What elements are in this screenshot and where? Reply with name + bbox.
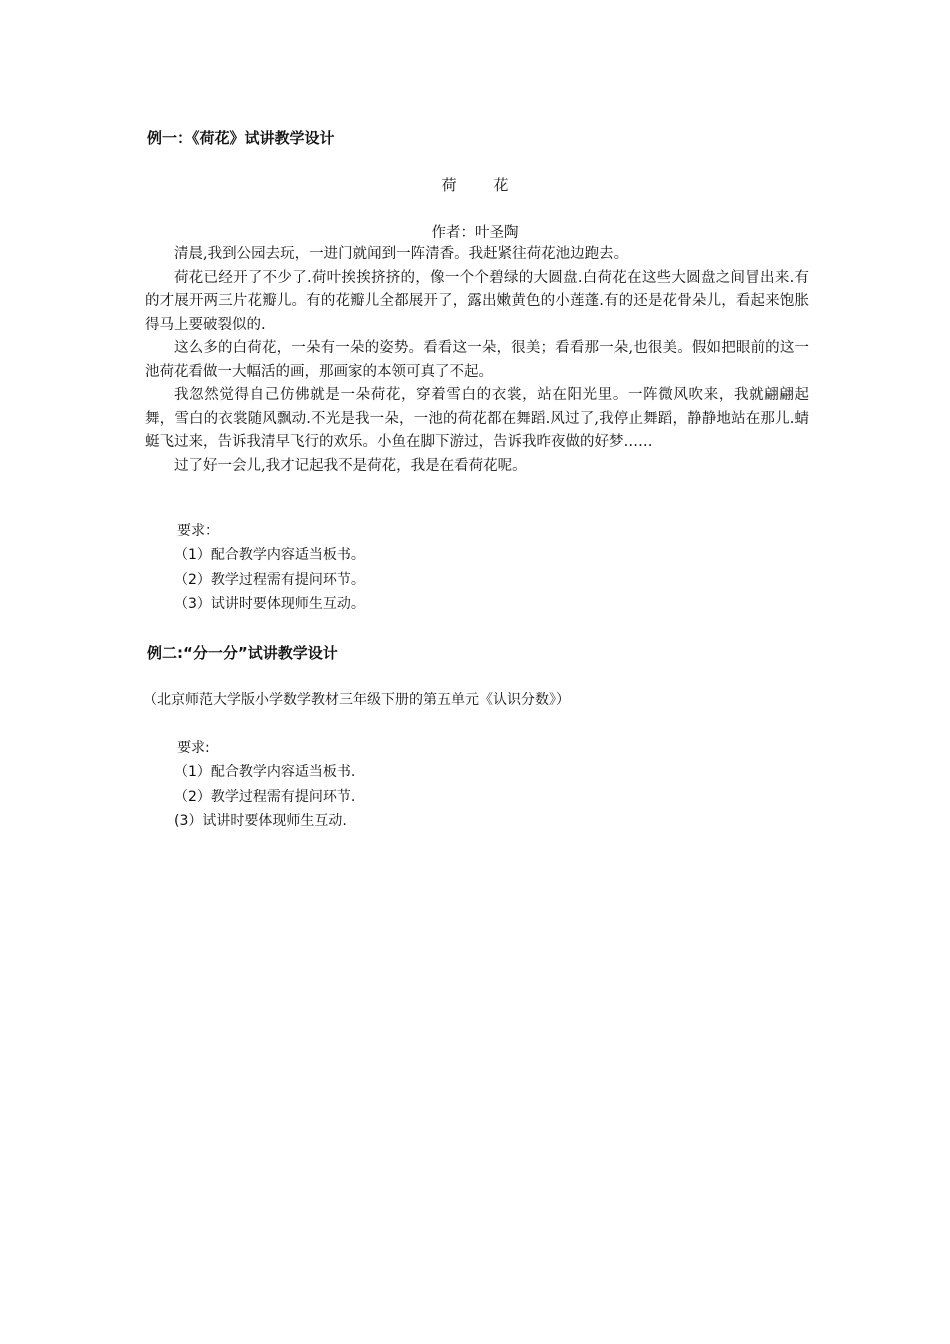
poem-paragraph: 这么多的白荷花，一朵有一朵的姿势。看看这一朵，很美；看看那一朵,也很美。假如把眼前的这一池荷花看做一大幅活的画，那画家的本领可真了不起。 [145, 340, 809, 380]
example2-requirement-item: (3）试讲时要体现师生互动. [174, 813, 347, 829]
poem-paragraph: 我忽然觉得自己仿佛就是一朵荷花，穿着雪白的衣裳，站在阳光里。一阵微风吹来，我就翩翩起舞，雪白的衣裳随风飘动.不光是我一朵，一池的荷花都在舞蹈.风过了,我停止舞蹈，静静地站在那儿.蜻蜓飞过来，告诉我清早飞行的欢乐。小鱼在脚下游过，告诉我昨夜做的好梦…… [145, 387, 809, 450]
example2-source: （北京师范大学版小学数学教材三年级下册的第五单元《认识分数》） [143, 692, 570, 708]
poem-paragraph: 过了好一会儿,我才记起我不是荷花，我是在看荷花呢。 [174, 457, 527, 474]
example1-requirement-item: （1）配合教学内容适当板书。 [174, 547, 365, 563]
example2-requirement-item: （2）教学过程需有提问环节. [174, 789, 356, 805]
poem-title: 荷 花 [441, 176, 525, 194]
poem-paragraph: 荷花已经开了不少了.荷叶挨挨挤挤的，像一个个碧绿的大圆盘.白荷花在这些大圆盘之间冒出来.有的才展开两三片花瓣儿。有的花瓣儿全都展开了，露出嫩黄色的小莲蓬.有的还是花骨朵儿，看起来饱胀得马上要破裂似的. [145, 269, 809, 333]
example1-heading: 例一：《荷花》试讲教学设计 [147, 129, 335, 147]
example1-requirements-label: 要求： [177, 523, 219, 539]
example2-heading: 例二:“分一分”试讲教学设计 [147, 644, 338, 662]
example2-requirements-label: 要求: [177, 740, 210, 756]
poem-author: 作者：叶圣陶 [431, 225, 519, 241]
poem-body [145, 243, 809, 478]
example1-requirement-item: （2）教学过程需有提问环节。 [174, 572, 365, 588]
example2-requirement-item: （1）配合教学内容适当板书. [174, 764, 356, 780]
example1-requirement-item: （3）试讲时要体现师生互动。 [174, 596, 365, 612]
poem-paragraph: 清晨,我到公园去玩，一进门就闻到一阵清香。我赶紧往荷花池边跑去。 [174, 246, 629, 262]
